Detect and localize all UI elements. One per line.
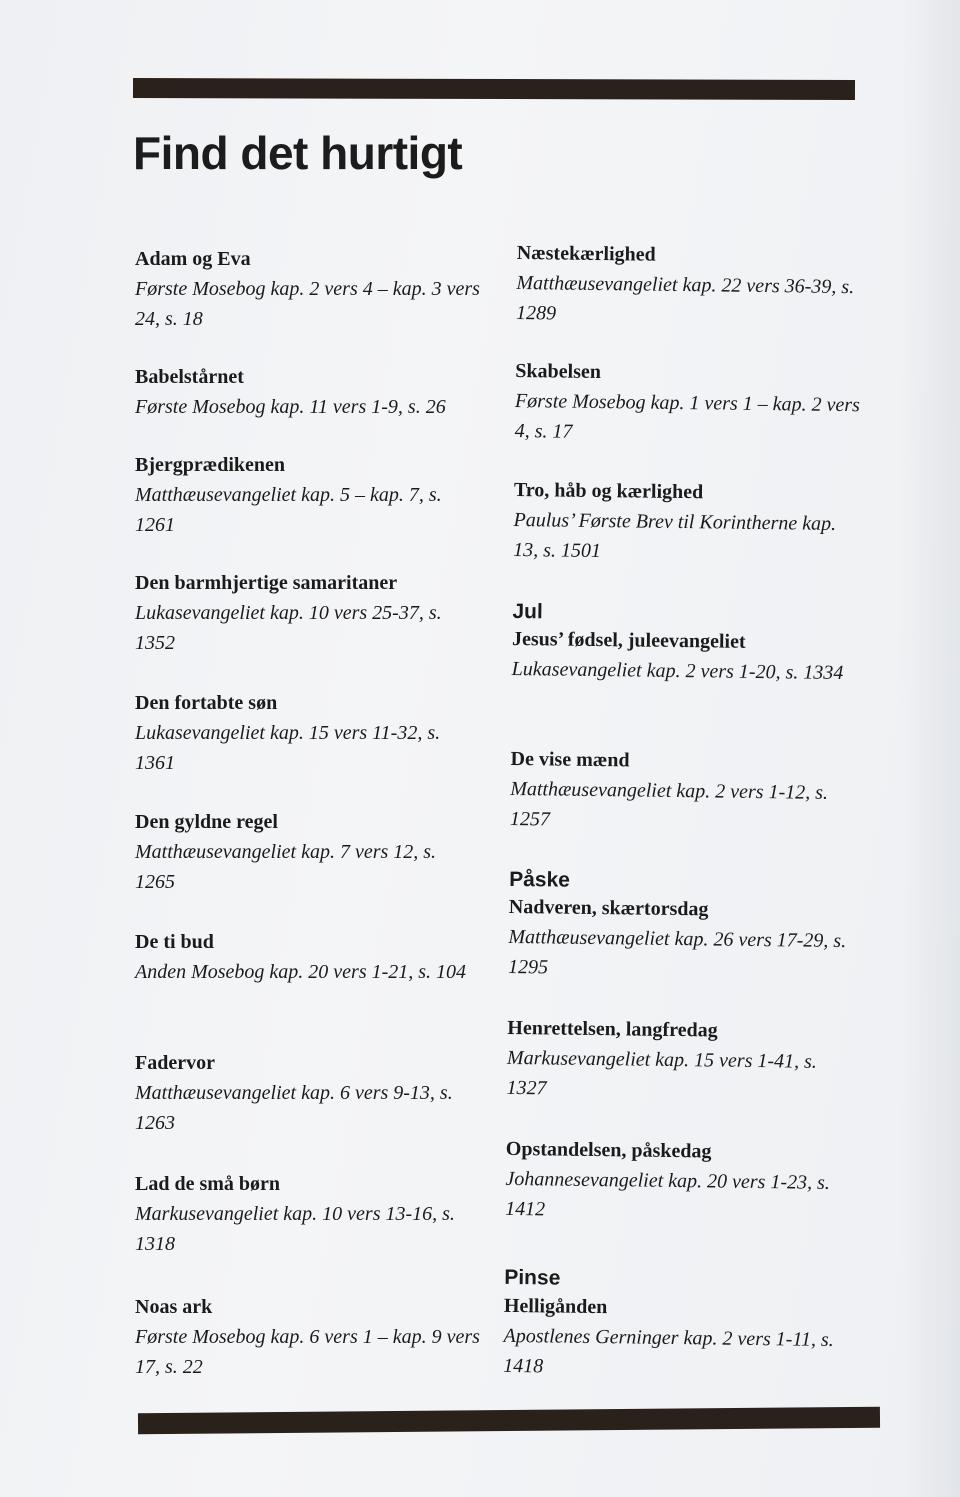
entry-reference: Markusevangeliet kap. 15 vers 1-41, s. 1327 xyxy=(506,1046,818,1100)
index-entry xyxy=(135,362,485,422)
index-entry xyxy=(135,1048,485,1138)
section-heading-pinse: Pinse xyxy=(504,1265,561,1290)
entry-reference: Lukasevangeliet kap. 15 vers 11-32, s. 1361 xyxy=(135,722,441,774)
entry-title: Næstekærlighed xyxy=(516,241,656,266)
index-entry xyxy=(135,568,485,658)
right-column xyxy=(503,238,867,1378)
entry-title: Helligånden xyxy=(503,1294,608,1319)
entry-reference: Paulus’ Første Brev til Korintherne kap. 13, s. 1501 xyxy=(513,508,837,563)
index-entry xyxy=(505,1134,856,1228)
entry-title: Opstandelsen, påskedag xyxy=(505,1137,712,1163)
index-entry xyxy=(513,475,864,569)
entry-reference: Første Mosebog kap. 11 vers 1-9, s. 26 xyxy=(135,396,446,418)
entry-title: Skabelsen xyxy=(515,359,602,384)
entry-reference: Markusevangeliet kap. 10 vers 13-16, s. 1318 xyxy=(135,1203,455,1255)
page-shadow xyxy=(900,0,960,1497)
entry-reference: Matthæusevangeliet kap. 2 vers 1-12, s. 1257 xyxy=(509,777,829,831)
entry-title: De vise mænd xyxy=(510,747,630,772)
index-entry xyxy=(514,356,865,450)
entry-reference: Anden Mosebog kap. 20 vers 1-21, s. 104 xyxy=(135,961,467,983)
entry-reference: Apostlenes Gerninger kap. 2 vers 1-11, s. 1418 xyxy=(503,1324,834,1378)
entry-reference: Matthæusevangeliet kap. 5 – kap. 7, s. 1261 xyxy=(135,484,442,536)
entry-reference: Lukasevangeliet kap. 10 vers 25-37, s. 1352 xyxy=(135,602,442,654)
index-entry xyxy=(506,1013,857,1107)
index-entry xyxy=(135,927,485,987)
entry-title: Fadervor xyxy=(135,1052,215,1074)
entry-reference: Matthæusevangeliet kap. 7 vers 12, s. 1265 xyxy=(135,841,437,893)
entry-title: Noas ark xyxy=(135,1296,213,1318)
page-title: Find det hurtigt xyxy=(133,127,463,179)
entry-reference: Matthæusevangeliet kap. 22 vers 36-39, s. 1289 xyxy=(515,271,855,325)
entry-title: Babelstårnet xyxy=(135,366,244,388)
entry-reference: Lukasevangeliet kap. 2 vers 1-20, s. 1334 xyxy=(511,657,844,685)
index-entry xyxy=(135,1169,485,1259)
entry-title: Den gyldne regel xyxy=(135,811,278,833)
bottom-rule xyxy=(138,1407,880,1434)
entry-reference: Første Mosebog kap. 6 vers 1 – kap. 9 vers 17, s. 22 xyxy=(135,1326,480,1378)
entry-title: Den barmhjertige samaritaner xyxy=(135,572,398,594)
entry-title: Tro, håb og kærlighed xyxy=(513,478,704,504)
index-entry xyxy=(135,688,485,778)
entry-title: Den fortabte søn xyxy=(135,692,278,714)
index-entry xyxy=(508,892,859,986)
entry-title: Jesus’ fødsel, juleevangeliet xyxy=(511,627,746,653)
index-entry xyxy=(512,624,863,688)
entry-title: De ti bud xyxy=(135,931,214,953)
section-heading-paaske: Påske xyxy=(509,867,571,892)
entry-title: Nadveren, skærtorsdag xyxy=(508,895,709,921)
entry-title: Lad de små børn xyxy=(135,1173,281,1195)
entry-title: Bjergprædikenen xyxy=(135,454,285,476)
section-heading-jul: Jul xyxy=(512,599,543,624)
index-entry xyxy=(135,244,485,334)
index-entry xyxy=(135,807,485,897)
entry-reference: Første Mosebog kap. 1 vers 1 – kap. 2 vers 4, s. 17 xyxy=(514,389,861,443)
entry-title: Adam og Eva xyxy=(135,248,251,270)
index-entry xyxy=(516,238,867,332)
index-entry xyxy=(135,450,485,540)
entry-reference: Første Mosebog kap. 2 vers 4 – kap. 3 vers 24, s. 18 xyxy=(135,278,480,330)
top-rule xyxy=(133,78,855,100)
index-entry xyxy=(503,1291,854,1385)
index-entry xyxy=(510,744,861,838)
entry-reference: Matthæusevangeliet kap. 26 vers 17-29, s. 1295 xyxy=(507,925,847,979)
entry-title: Henrettelsen, langfredag xyxy=(507,1016,718,1042)
entry-reference: Matthæusevangeliet kap. 6 vers 9-13, s. 1263 xyxy=(135,1082,453,1134)
index-entry xyxy=(135,1292,485,1382)
entry-reference: Johannesevangeliet kap. 20 vers 1-23, s. 1412 xyxy=(505,1167,830,1221)
